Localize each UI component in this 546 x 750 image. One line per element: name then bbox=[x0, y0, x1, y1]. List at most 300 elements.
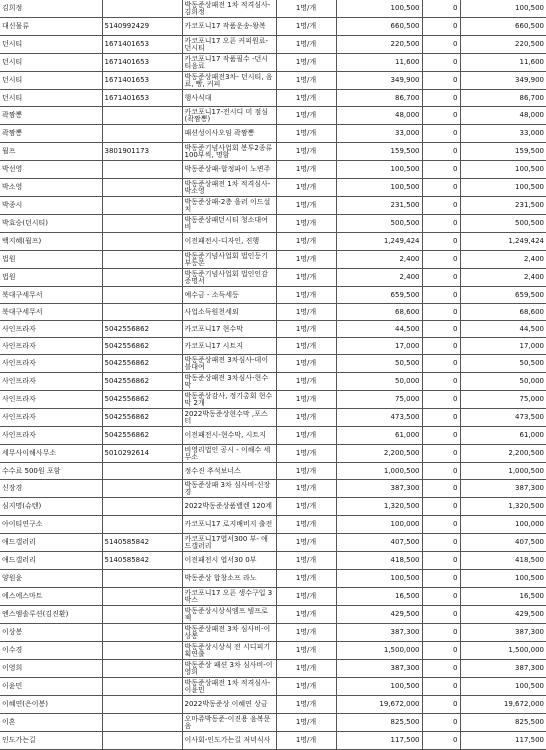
vat-cell: 0 bbox=[422, 588, 460, 606]
amount-cell: 48,000 bbox=[336, 107, 422, 125]
business-number-cell: 5140585842 bbox=[102, 552, 182, 570]
amount-cell: 17,000 bbox=[336, 338, 422, 355]
vendor-name-cell: 사인프라자 bbox=[0, 391, 102, 409]
total-cell: 61,000 bbox=[460, 427, 546, 445]
total-cell: 50,500 bbox=[460, 355, 546, 373]
table-row bbox=[0, 179, 546, 197]
unit-cell: 1명/개 bbox=[276, 678, 336, 696]
vendor-name-cell: 인도가는길 bbox=[0, 732, 102, 750]
vendor-name-cell: 박종시 bbox=[0, 197, 102, 215]
table-row bbox=[0, 391, 546, 409]
item-description-cell: 2022박동준상 이혜연 상금 bbox=[182, 696, 276, 714]
item-description-cell: 카코포니17-전시디 미 점심(곽짬뽕) bbox=[182, 107, 276, 125]
table-row bbox=[0, 642, 546, 660]
vat-cell: 0 bbox=[422, 90, 460, 107]
total-cell: 1,000,500 bbox=[460, 463, 546, 480]
amount-cell: 1,500,000 bbox=[336, 642, 422, 660]
vat-cell: 0 bbox=[422, 498, 460, 516]
vendor-name-cell: 박선영 bbox=[0, 161, 102, 179]
amount-cell: 231,500 bbox=[336, 197, 422, 215]
business-number-cell bbox=[102, 0, 182, 18]
unit-cell: 1명/개 bbox=[276, 373, 336, 391]
amount-cell: 2,200,500 bbox=[336, 445, 422, 463]
business-number-cell bbox=[102, 624, 182, 642]
item-description-cell: 박동준기념사업회 봉투2종류 100부씩, 명함 bbox=[182, 143, 276, 161]
item-description-cell: 행사식대 bbox=[182, 90, 276, 107]
total-cell: 33,000 bbox=[460, 125, 546, 143]
amount-cell: 659,500 bbox=[336, 287, 422, 304]
amount-cell: 159,500 bbox=[336, 143, 422, 161]
business-number-cell: 5140585842 bbox=[102, 534, 182, 552]
vendor-name-cell: 김희정 bbox=[0, 0, 102, 18]
amount-cell: 100,500 bbox=[336, 570, 422, 588]
unit-cell: 1명/개 bbox=[276, 251, 336, 269]
amount-cell: 68,600 bbox=[336, 304, 422, 321]
vat-cell: 0 bbox=[422, 125, 460, 143]
vat-cell: 0 bbox=[422, 107, 460, 125]
amount-cell: 44,500 bbox=[336, 321, 422, 338]
vendor-name-cell: 법원 bbox=[0, 251, 102, 269]
vat-cell: 0 bbox=[422, 463, 460, 480]
amount-cell: 100,500 bbox=[336, 0, 422, 18]
table-row bbox=[0, 269, 546, 287]
item-description-cell: 카코포니17 작품필수 -던시티음료 bbox=[182, 54, 276, 72]
item-description-cell: 박동준기념사업회 법인인감증명서 bbox=[182, 269, 276, 287]
total-cell: 16,500 bbox=[460, 588, 546, 606]
vat-cell: 0 bbox=[422, 269, 460, 287]
total-cell: 231,500 bbox=[460, 197, 546, 215]
unit-cell: 1명/개 bbox=[276, 355, 336, 373]
table-row bbox=[0, 338, 546, 355]
vat-cell: 0 bbox=[422, 304, 460, 321]
amount-cell: 16,500 bbox=[336, 588, 422, 606]
table-row bbox=[0, 125, 546, 143]
table-row bbox=[0, 624, 546, 642]
business-number-cell bbox=[102, 287, 182, 304]
table-row bbox=[0, 72, 546, 90]
amount-cell: 50,500 bbox=[336, 355, 422, 373]
total-cell: 429,500 bbox=[460, 606, 546, 624]
table-row bbox=[0, 606, 546, 624]
vat-cell: 0 bbox=[422, 161, 460, 179]
table-row bbox=[0, 463, 546, 480]
vat-cell: 0 bbox=[422, 321, 460, 338]
business-number-cell bbox=[102, 642, 182, 660]
business-number-cell bbox=[102, 304, 182, 321]
item-description-cell: 박동준상패전 3차심사-데이블대여 bbox=[182, 355, 276, 373]
amount-cell: 100,500 bbox=[336, 179, 422, 197]
total-cell: 387,300 bbox=[460, 480, 546, 498]
vendor-name-cell: 곽짬뽕 bbox=[0, 107, 102, 125]
business-number-cell bbox=[102, 696, 182, 714]
business-number-cell: 3801901173 bbox=[102, 143, 182, 161]
business-number-cell bbox=[102, 606, 182, 624]
item-description-cell: 이전패전시-디자인, 진행 bbox=[182, 233, 276, 251]
table-row bbox=[0, 588, 546, 606]
table-row bbox=[0, 0, 546, 18]
business-number-cell: 1671401653 bbox=[102, 90, 182, 107]
vendor-name-cell: 월프 bbox=[0, 143, 102, 161]
vendor-name-cell: 신장경 bbox=[0, 480, 102, 498]
vat-cell: 0 bbox=[422, 287, 460, 304]
unit-cell: 1명/개 bbox=[276, 624, 336, 642]
vat-cell: 0 bbox=[422, 391, 460, 409]
total-cell: 50,000 bbox=[460, 373, 546, 391]
vendor-name-cell: 박효승(던시티) bbox=[0, 215, 102, 233]
vat-cell: 0 bbox=[422, 179, 460, 197]
item-description-cell: 카코포니17 시트지 bbox=[182, 338, 276, 355]
item-description-cell: 박동준상시상식엠프 빔프로젝 bbox=[182, 606, 276, 624]
total-cell: 660,500 bbox=[460, 18, 546, 36]
amount-cell: 220,500 bbox=[336, 36, 422, 54]
total-cell: 100,500 bbox=[460, 179, 546, 197]
vendor-name-cell: 사인프라자 bbox=[0, 338, 102, 355]
unit-cell: 1명/개 bbox=[276, 660, 336, 678]
item-description-cell: 이사회-인도가는길 저녁식사 bbox=[182, 732, 276, 750]
amount-cell: 2,400 bbox=[336, 251, 422, 269]
amount-cell: 61,000 bbox=[336, 427, 422, 445]
table-row bbox=[0, 660, 546, 678]
vat-cell: 0 bbox=[422, 445, 460, 463]
vendor-name-cell: 대신물류 bbox=[0, 18, 102, 36]
vat-cell: 0 bbox=[422, 516, 460, 534]
item-description-cell: 카코포니17 현수막 bbox=[182, 321, 276, 338]
item-description-cell: 패션성이사오임 곽짬뽕 bbox=[182, 125, 276, 143]
vendor-name-cell: 이수경 bbox=[0, 642, 102, 660]
vendor-name-cell: 애드갤러리 bbox=[0, 534, 102, 552]
total-cell: 220,500 bbox=[460, 36, 546, 54]
vendor-name-cell: 던시티 bbox=[0, 72, 102, 90]
business-number-cell bbox=[102, 215, 182, 233]
business-number-cell bbox=[102, 161, 182, 179]
table-row bbox=[0, 54, 546, 72]
vat-cell: 0 bbox=[422, 143, 460, 161]
unit-cell: 1명/개 bbox=[276, 0, 336, 18]
unit-cell: 1명/개 bbox=[276, 179, 336, 197]
amount-cell: 50,000 bbox=[336, 373, 422, 391]
item-description-cell: 카코포니17 오픈 생수구입 3박스 bbox=[182, 588, 276, 606]
table-row bbox=[0, 714, 546, 732]
unit-cell: 1명/개 bbox=[276, 107, 336, 125]
item-description-cell: 이전패전시-현수막, 시트지 bbox=[182, 427, 276, 445]
unit-cell: 1명/개 bbox=[276, 427, 336, 445]
table-row bbox=[0, 678, 546, 696]
business-number-cell: 5010292614 bbox=[102, 445, 182, 463]
item-description-cell: 박동준상감사, 정기총회 현수막 2개 bbox=[182, 391, 276, 409]
item-description-cell: 박동준상시상식 전 시디피기획연출 bbox=[182, 642, 276, 660]
amount-cell: 429,500 bbox=[336, 606, 422, 624]
business-number-cell bbox=[102, 480, 182, 498]
vendor-name-cell: 이윤민 bbox=[0, 678, 102, 696]
unit-cell: 1명/개 bbox=[276, 732, 336, 750]
business-number-cell bbox=[102, 197, 182, 215]
total-cell: 2,400 bbox=[460, 251, 546, 269]
table-row bbox=[0, 498, 546, 516]
unit-cell: 1명/개 bbox=[276, 445, 336, 463]
table-row bbox=[0, 516, 546, 534]
vat-cell: 0 bbox=[422, 36, 460, 54]
vendor-name-cell: 박소영 bbox=[0, 179, 102, 197]
total-cell: 11,600 bbox=[460, 54, 546, 72]
unit-cell: 1명/개 bbox=[276, 606, 336, 624]
vendor-name-cell: 사인프라자 bbox=[0, 373, 102, 391]
vendor-name-cell: 심지명(슈텐) bbox=[0, 498, 102, 516]
total-cell: 1,320,500 bbox=[460, 498, 546, 516]
item-description-cell: 카코포니17 오픈 커피원료-던시티 bbox=[182, 36, 276, 54]
unit-cell: 1명/개 bbox=[276, 143, 336, 161]
vat-cell: 0 bbox=[422, 355, 460, 373]
vendor-name-cell: 곽짬뽕 bbox=[0, 125, 102, 143]
amount-cell: 2,400 bbox=[336, 269, 422, 287]
total-cell: 407,500 bbox=[460, 534, 546, 552]
vat-cell: 0 bbox=[422, 624, 460, 642]
vendor-name-cell: 에스에스마트 bbox=[0, 588, 102, 606]
amount-cell: 19,672,000 bbox=[336, 696, 422, 714]
vat-cell: 0 bbox=[422, 570, 460, 588]
business-number-cell: 1671401653 bbox=[102, 54, 182, 72]
vendor-name-cell: 수수료 500원 포함 bbox=[0, 463, 102, 480]
vat-cell: 0 bbox=[422, 714, 460, 732]
unit-cell: 1명/개 bbox=[276, 321, 336, 338]
vendor-name-cell: 사인프라자 bbox=[0, 355, 102, 373]
item-description-cell: 박동준상패전 1차 적격심사-김희정 bbox=[182, 0, 276, 18]
vendor-name-cell: 애드갤러리 bbox=[0, 552, 102, 570]
table-row bbox=[0, 696, 546, 714]
unit-cell: 1명/개 bbox=[276, 197, 336, 215]
unit-cell: 1명/개 bbox=[276, 463, 336, 480]
amount-cell: 387,300 bbox=[336, 480, 422, 498]
unit-cell: 1명/개 bbox=[276, 54, 336, 72]
amount-cell: 387,300 bbox=[336, 624, 422, 642]
business-number-cell: 1671401653 bbox=[102, 36, 182, 54]
amount-cell: 825,500 bbox=[336, 714, 422, 732]
vendor-name-cell: 북대구세무서 bbox=[0, 287, 102, 304]
unit-cell: 1명/개 bbox=[276, 552, 336, 570]
business-number-cell bbox=[102, 463, 182, 480]
unit-cell: 1명/개 bbox=[276, 588, 336, 606]
total-cell: 418,500 bbox=[460, 552, 546, 570]
vat-cell: 0 bbox=[422, 215, 460, 233]
unit-cell: 1명/개 bbox=[276, 498, 336, 516]
total-cell: 473,500 bbox=[460, 409, 546, 427]
amount-cell: 349,900 bbox=[336, 72, 422, 90]
amount-cell: 11,600 bbox=[336, 54, 422, 72]
item-description-cell: 박동준상패-합정파이 노변주 bbox=[182, 161, 276, 179]
unit-cell: 1명/개 bbox=[276, 18, 336, 36]
total-cell: 1,249,424 bbox=[460, 233, 546, 251]
total-cell: 86,700 bbox=[460, 90, 546, 107]
business-number-cell bbox=[102, 588, 182, 606]
unit-cell: 1명/개 bbox=[276, 269, 336, 287]
total-cell: 117,500 bbox=[460, 732, 546, 750]
vendor-name-cell: 세무사이해사무소 bbox=[0, 445, 102, 463]
vendor-name-cell: 이혼 bbox=[0, 714, 102, 732]
item-description-cell: 박동준상 패션 3차 심사비-이영희 bbox=[182, 660, 276, 678]
total-cell: 100,500 bbox=[460, 0, 546, 18]
total-cell: 100,500 bbox=[460, 678, 546, 696]
business-number-cell bbox=[102, 660, 182, 678]
business-number-cell: 5042556862 bbox=[102, 427, 182, 445]
unit-cell: 1명/개 bbox=[276, 287, 336, 304]
unit-cell: 1명/개 bbox=[276, 480, 336, 498]
table-row bbox=[0, 215, 546, 233]
table-row bbox=[0, 107, 546, 125]
unit-cell: 1명/개 bbox=[276, 72, 336, 90]
unit-cell: 1명/개 bbox=[276, 714, 336, 732]
item-description-cell: 사업소득원천세외 bbox=[182, 304, 276, 321]
business-number-cell bbox=[102, 732, 182, 750]
vat-cell: 0 bbox=[422, 18, 460, 36]
item-description-cell: 박동준상패전 1차 적격심사-박소영 bbox=[182, 179, 276, 197]
vat-cell: 0 bbox=[422, 696, 460, 714]
item-description-cell: 박동준상 합창소프 라노 bbox=[182, 570, 276, 588]
total-cell: 387,300 bbox=[460, 624, 546, 642]
item-description-cell: 정수진 추석보너스 bbox=[182, 463, 276, 480]
unit-cell: 1명/개 bbox=[276, 36, 336, 54]
vendor-name-cell: 사인프라자 bbox=[0, 427, 102, 445]
vat-cell: 0 bbox=[422, 0, 460, 18]
amount-cell: 100,500 bbox=[336, 161, 422, 179]
table-row bbox=[0, 534, 546, 552]
business-number-cell bbox=[102, 125, 182, 143]
total-cell: 2,400 bbox=[460, 269, 546, 287]
item-description-cell: 2022박동준상현수막 ,포스터 bbox=[182, 409, 276, 427]
amount-cell: 500,500 bbox=[336, 215, 422, 233]
business-number-cell bbox=[102, 570, 182, 588]
vendor-name-cell: 이상봉 bbox=[0, 624, 102, 642]
item-description-cell: 예수금 - 소득세등 bbox=[182, 287, 276, 304]
business-number-cell bbox=[102, 498, 182, 516]
vat-cell: 0 bbox=[422, 251, 460, 269]
total-cell: 659,500 bbox=[460, 287, 546, 304]
table-row bbox=[0, 552, 546, 570]
unit-cell: 1명/개 bbox=[276, 570, 336, 588]
unit-cell: 1명/개 bbox=[276, 233, 336, 251]
vat-cell: 0 bbox=[422, 660, 460, 678]
vendor-name-cell: 던시티 bbox=[0, 54, 102, 72]
business-number-cell bbox=[102, 251, 182, 269]
business-number-cell bbox=[102, 107, 182, 125]
vendor-name-cell: 법원 bbox=[0, 269, 102, 287]
unit-cell: 1명/개 bbox=[276, 409, 336, 427]
business-number-cell bbox=[102, 678, 182, 696]
table-row bbox=[0, 143, 546, 161]
vat-cell: 0 bbox=[422, 72, 460, 90]
total-cell: 100,000 bbox=[460, 516, 546, 534]
amount-cell: 418,500 bbox=[336, 552, 422, 570]
business-number-cell bbox=[102, 179, 182, 197]
table-row bbox=[0, 36, 546, 54]
total-cell: 75,000 bbox=[460, 391, 546, 409]
table-row bbox=[0, 251, 546, 269]
total-cell: 44,500 bbox=[460, 321, 546, 338]
table-row bbox=[0, 233, 546, 251]
vendor-name-cell: 던시티 bbox=[0, 90, 102, 107]
vendor-name-cell: 양원윤 bbox=[0, 570, 102, 588]
item-description-cell: 박동준상패전3차- 던시티, 음료, 빵, 커피 bbox=[182, 72, 276, 90]
amount-cell: 100,000 bbox=[336, 516, 422, 534]
vat-cell: 0 bbox=[422, 373, 460, 391]
table-row bbox=[0, 197, 546, 215]
business-number-cell: 5042556862 bbox=[102, 321, 182, 338]
vat-cell: 0 bbox=[422, 427, 460, 445]
business-number-cell: 5042556862 bbox=[102, 355, 182, 373]
business-number-cell: 5042556862 bbox=[102, 409, 182, 427]
vat-cell: 0 bbox=[422, 54, 460, 72]
table-row bbox=[0, 409, 546, 427]
total-cell: 48,000 bbox=[460, 107, 546, 125]
total-cell: 349,900 bbox=[460, 72, 546, 90]
unit-cell: 1명/개 bbox=[276, 696, 336, 714]
business-number-cell: 1671401653 bbox=[102, 72, 182, 90]
unit-cell: 1명/개 bbox=[276, 125, 336, 143]
total-cell: 100,500 bbox=[460, 161, 546, 179]
vat-cell: 0 bbox=[422, 678, 460, 696]
item-description-cell: 박동준상패전 1차 적격심사-이윤민 bbox=[182, 678, 276, 696]
amount-cell: 86,700 bbox=[336, 90, 422, 107]
total-cell: 387,300 bbox=[460, 660, 546, 678]
item-description-cell: 2022박동준상품밸렌 120계 bbox=[182, 498, 276, 516]
total-cell: 1,500,000 bbox=[460, 642, 546, 660]
amount-cell: 1,249,424 bbox=[336, 233, 422, 251]
amount-cell: 75,000 bbox=[336, 391, 422, 409]
unit-cell: 1명/개 bbox=[276, 304, 336, 321]
business-number-cell: 5042556862 bbox=[102, 373, 182, 391]
business-number-cell: 5042556862 bbox=[102, 338, 182, 355]
amount-cell: 660,500 bbox=[336, 18, 422, 36]
table-row bbox=[0, 304, 546, 321]
total-cell: 100,500 bbox=[460, 570, 546, 588]
total-cell: 159,500 bbox=[460, 143, 546, 161]
vat-cell: 0 bbox=[422, 606, 460, 624]
total-cell: 68,600 bbox=[460, 304, 546, 321]
amount-cell: 387,300 bbox=[336, 660, 422, 678]
total-cell: 2,200,500 bbox=[460, 445, 546, 463]
total-cell: 19,672,000 bbox=[460, 696, 546, 714]
unit-cell: 1명/개 bbox=[276, 391, 336, 409]
unit-cell: 1명/개 bbox=[276, 338, 336, 355]
vendor-name-cell: 엔스엠솔루션(김진환) bbox=[0, 606, 102, 624]
vat-cell: 0 bbox=[422, 409, 460, 427]
item-description-cell: 박동준상패-2층 을러 이드설치 bbox=[182, 197, 276, 215]
vat-cell: 0 bbox=[422, 480, 460, 498]
item-description-cell: 박동준상패전 3차 심사비-이상봉 bbox=[182, 624, 276, 642]
item-description-cell: 박동준상패 3차 심사비-신장경 bbox=[182, 480, 276, 498]
table-row bbox=[0, 480, 546, 498]
business-number-cell bbox=[102, 714, 182, 732]
table-row bbox=[0, 321, 546, 338]
item-description-cell: 카코포니17 로지배비지 출전 bbox=[182, 516, 276, 534]
item-description-cell: 카코포니17 작품운송-왕복 bbox=[182, 18, 276, 36]
vat-cell: 0 bbox=[422, 233, 460, 251]
vendor-name-cell: 이영희 bbox=[0, 660, 102, 678]
table-row bbox=[0, 570, 546, 588]
unit-cell: 1명/개 bbox=[276, 516, 336, 534]
vat-cell: 0 bbox=[422, 732, 460, 750]
table-row bbox=[0, 18, 546, 36]
table-row bbox=[0, 445, 546, 463]
amount-cell: 33,000 bbox=[336, 125, 422, 143]
amount-cell: 473,500 bbox=[336, 409, 422, 427]
amount-cell: 1,320,500 bbox=[336, 498, 422, 516]
item-description-cell: 이전패전시 엽서30 0부 bbox=[182, 552, 276, 570]
vat-cell: 0 bbox=[422, 197, 460, 215]
total-cell: 825,500 bbox=[460, 714, 546, 732]
table-row bbox=[0, 427, 546, 445]
item-description-cell: 비영리법인 공시 - 이해수 세무소 bbox=[182, 445, 276, 463]
unit-cell: 1명/개 bbox=[276, 642, 336, 660]
item-description-cell: 박동준기념사업회 법인등기부등본 bbox=[182, 251, 276, 269]
